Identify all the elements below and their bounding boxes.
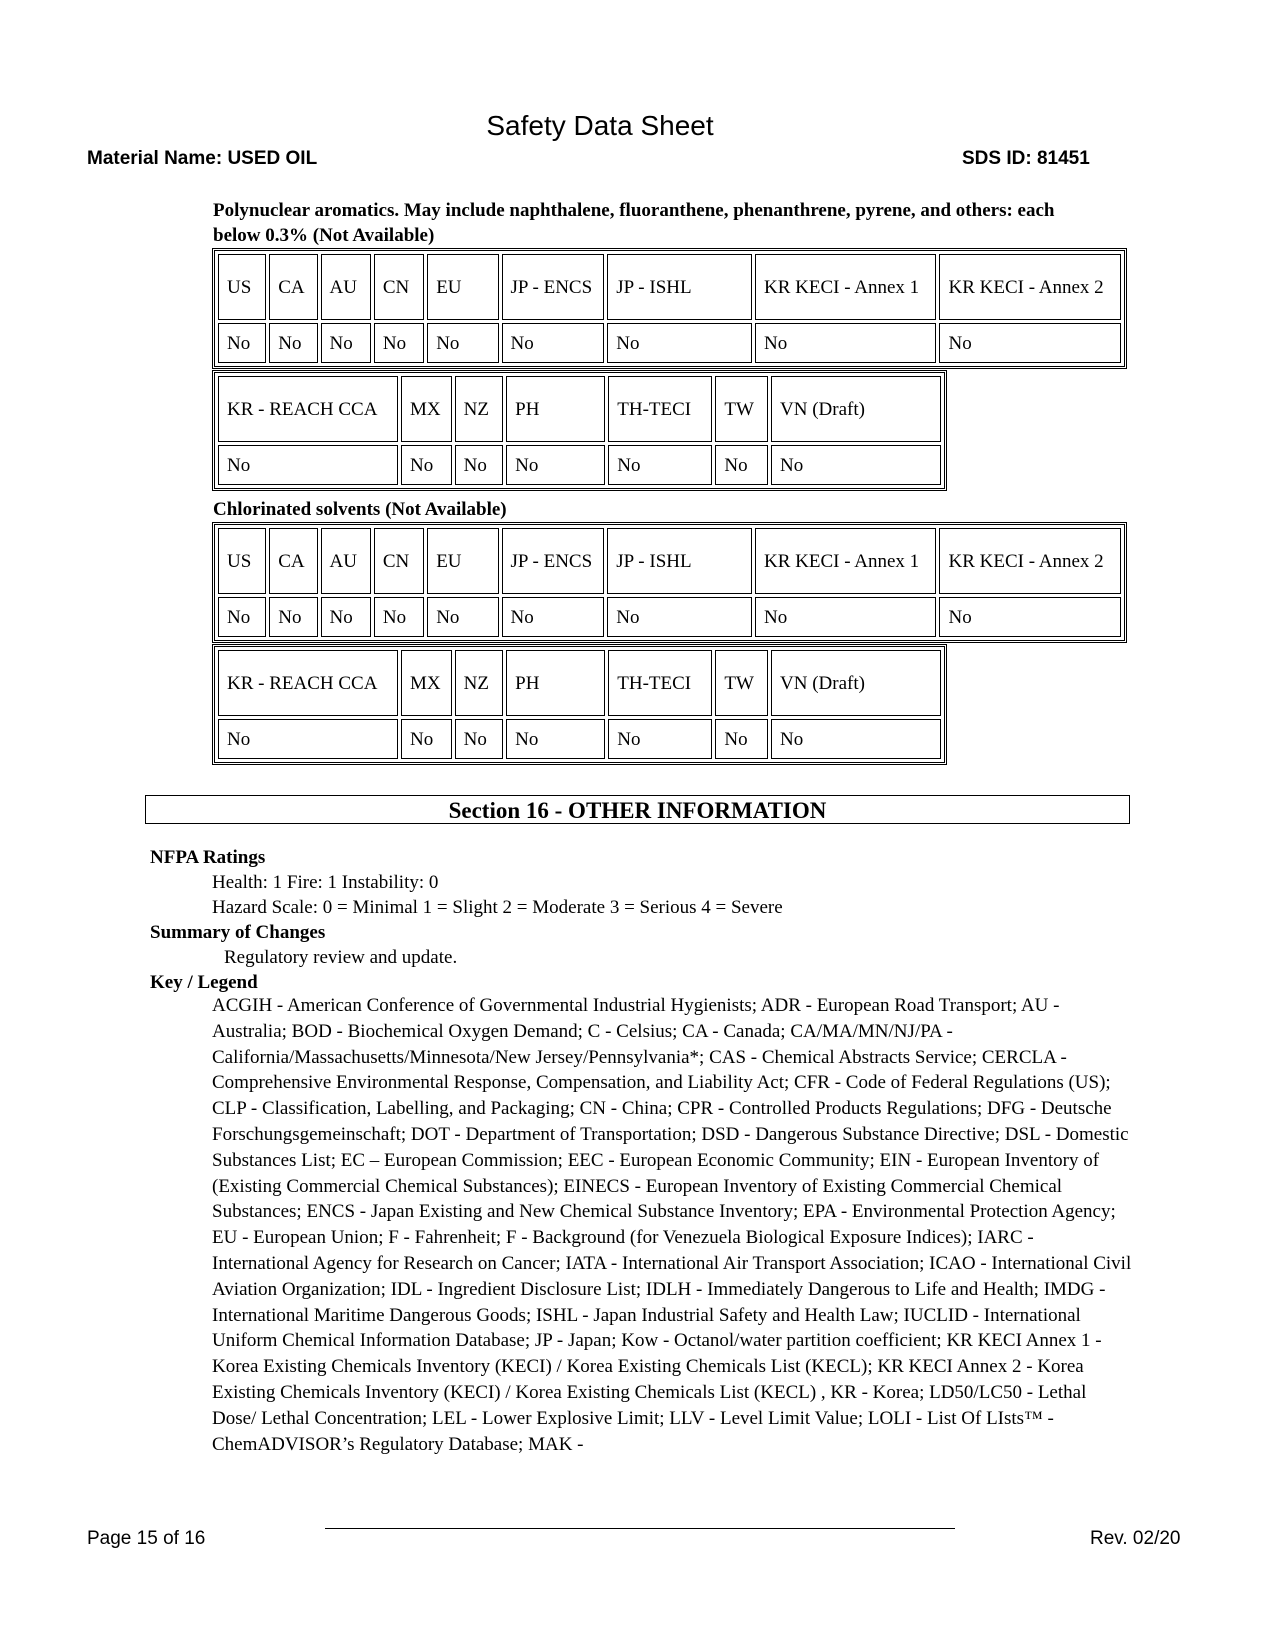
material-name: Material Name: USED OIL xyxy=(87,148,318,169)
table-header-cell: EU xyxy=(427,254,498,320)
table-cell: No xyxy=(374,597,424,637)
table-header-cell: KR KECI - Annex 2 xyxy=(939,254,1121,320)
table-cell: No xyxy=(506,445,605,485)
table-cell: No xyxy=(607,597,752,637)
regulatory-table xyxy=(212,644,947,765)
regulatory-table xyxy=(212,248,1127,369)
table-header-cell: PH xyxy=(506,376,605,442)
table-row xyxy=(218,597,1121,637)
table-header-cell: NZ xyxy=(455,376,504,442)
table-header-cell: CN xyxy=(374,528,424,594)
key-legend-label: Key / Legend xyxy=(150,972,258,993)
footer-divider xyxy=(325,1528,955,1529)
table-row xyxy=(218,445,941,485)
table-cell: No xyxy=(269,323,317,363)
table-cell: No xyxy=(427,323,498,363)
table-cell: No xyxy=(455,719,504,759)
table-row xyxy=(218,323,1121,363)
table-header-cell: CN xyxy=(374,254,424,320)
table-header-cell: KR KECI - Annex 1 xyxy=(755,528,936,594)
table-cell: No xyxy=(218,323,266,363)
table-header-cell: AU xyxy=(321,254,371,320)
table-cell: No xyxy=(607,323,752,363)
substance-heading: Chlorinated solvents (Not Available) xyxy=(213,499,507,520)
table-cell: No xyxy=(218,719,398,759)
table-header-cell: KR KECI - Annex 2 xyxy=(939,528,1121,594)
table-cell: No xyxy=(455,445,504,485)
table-cell: No xyxy=(771,445,941,485)
table-cell: No xyxy=(502,323,605,363)
table-header-row xyxy=(218,650,941,716)
table-cell: No xyxy=(401,445,452,485)
table-cell: No xyxy=(755,323,936,363)
table-header-cell: EU xyxy=(427,528,498,594)
table-header-cell: CA xyxy=(269,254,317,320)
key-legend-text: ACGIH - American Conference of Governmental Industrial Hygienists; ADR - European Road Transport; AU - Australia; BOD - Biochemical Oxygen Demand; C - Celsius; CA - Canada; CA/MA/MN/NJ/PA - California/Massachusetts/Minnesota/New Jersey/Pennsylvania*; CAS - Chemical Abstracts Service; CERCLA - Comprehensive Environmental Response, Compensation, and Liability Act; CFR - Code of Federal Regulations (US); CLP - Classification, Labelling, and Packaging; CN - China; CPR - Controlled Products Regulations; DFG - Deutsche Forschungsgemeinschaft; DOT - Department of Transportation; DSD - Dangerous Substance Directive; DSL - Domestic Substances List; EC – European Commission; EEC - European Economic Community; EIN - European Inventory of (Existing Commercial Chemical Substances); EINECS - European Inventory of Existing Commercial Chemical Substances; ENCS - Japan Existing and New Chemical Substance Inventory; EPA - Environmental Protection Agency; EU - European Union; F - Fahrenheit; F - Background (for Venezuela Biological Exposure Indices); IARC - International Agency for Research on Cancer; IATA - International Air Transport Association; ICAO - International Civil Aviation Organization; IDL - Ingredient Disclosure List; IDLH - Immediately Dangerous to Life and Health; IMDG - International Maritime Dangerous Goods; ISHL - Japan Industrial Safety and Health Law; IUCLID - International Uniform Chemical Information Database; JP - Japan; Kow - Octanol/water partition coefficient; KR KECI Annex 1 - Korea Existing Chemicals Inventory (KECI) / Korea Existing Chemicals List (KECL); KR KECI Annex 2 - Korea Existing Chemicals Inventory (KECI) / Korea Existing Chemicals List (KECL) , KR - Korea; LD50/LC50 - Lethal Dose/ Lethal Concentration; LEL - Lower Explosive Limit; LLV - Level Limit Value; LOLI - List Of LIsts™ - ChemADVISOR’s Regulatory Database; MAK - xyxy=(212,995,1132,1455)
table-header-cell: JP - ENCS xyxy=(502,254,605,320)
table-header-cell: VN (Draft) xyxy=(771,650,941,716)
nfpa-values: Health: 1 Fire: 1 Instability: 0 xyxy=(212,872,439,893)
table-cell: No xyxy=(771,719,941,759)
regulatory-table xyxy=(212,522,1127,643)
table-cell: No xyxy=(218,597,266,637)
table-cell: No xyxy=(608,719,712,759)
table-cell: No xyxy=(939,597,1121,637)
table-cell: No xyxy=(269,597,317,637)
table-header-cell: MX xyxy=(401,376,452,442)
table-header-cell: CA xyxy=(269,528,317,594)
table-cell: No xyxy=(427,597,498,637)
table-header-cell: JP - ISHL xyxy=(607,528,752,594)
table-header-row xyxy=(218,376,941,442)
table-header-cell: VN (Draft) xyxy=(771,376,941,442)
table-header-row xyxy=(218,528,1121,594)
table-cell: No xyxy=(401,719,452,759)
table-cell: No xyxy=(755,597,936,637)
table-header-cell: TW xyxy=(715,650,768,716)
table-header-cell: JP - ENCS xyxy=(502,528,605,594)
sds-id: SDS ID: 81451 xyxy=(962,148,1090,169)
table-header-cell: TW xyxy=(715,376,768,442)
table-cell: No xyxy=(321,597,371,637)
table-header-cell: AU xyxy=(321,528,371,594)
section-16-banner: Section 16 - OTHER INFORMATION xyxy=(145,795,1130,824)
table-cell: No xyxy=(506,719,605,759)
table-header-cell: KR KECI - Annex 1 xyxy=(755,254,936,320)
table-cell: No xyxy=(715,445,768,485)
document-title: Safety Data Sheet xyxy=(486,110,714,141)
nfpa-label: NFPA Ratings xyxy=(150,847,266,868)
table-cell: No xyxy=(321,323,371,363)
table-cell: No xyxy=(218,445,398,485)
table-header-cell: KR - REACH CCA xyxy=(218,376,398,442)
table-header-cell: TH-TECI xyxy=(608,650,712,716)
table-header-cell: US xyxy=(218,254,266,320)
table-header-cell: PH xyxy=(506,650,605,716)
table-header-cell: US xyxy=(218,528,266,594)
revision: Rev. 02/20 xyxy=(1090,1528,1181,1549)
regulatory-table xyxy=(212,370,947,491)
table-cell: No xyxy=(502,597,605,637)
table-header-cell: JP - ISHL xyxy=(607,254,752,320)
table-cell: No xyxy=(715,719,768,759)
table-header-cell: NZ xyxy=(455,650,504,716)
table-row xyxy=(218,719,941,759)
summary-text: Regulatory review and update. xyxy=(224,947,458,968)
table-header-cell: KR - REACH CCA xyxy=(218,650,398,716)
table-cell: No xyxy=(608,445,712,485)
page-number: Page 15 of 16 xyxy=(87,1528,206,1549)
summary-label: Summary of Changes xyxy=(150,922,326,943)
table-header-cell: MX xyxy=(401,650,452,716)
table-header-row xyxy=(218,254,1121,320)
substance-heading: Polynuclear aromatics. May include naphthalene, fluoranthene, phenanthrene, pyrene, and others: each below 0.3% (Not Available) xyxy=(213,200,1055,246)
hazard-scale: Hazard Scale: 0 = Minimal 1 = Slight 2 = Moderate 3 = Serious 4 = Severe xyxy=(212,897,783,918)
table-header-cell: TH-TECI xyxy=(608,376,712,442)
table-cell: No xyxy=(939,323,1121,363)
table-cell: No xyxy=(374,323,424,363)
